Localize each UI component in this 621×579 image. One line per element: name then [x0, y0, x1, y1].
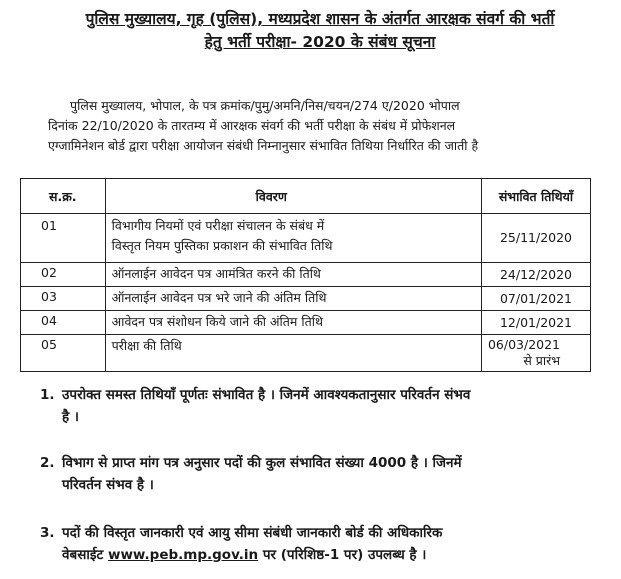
intro-line-1: पुलिस मुख्यालय, भोपाल, के पत्र क्रमांक/पुमु/अमनि/निस/चयन/274 ए/2020 भोपाल	[70, 98, 460, 113]
table-header-row	[21, 179, 591, 214]
table-row	[21, 335, 591, 372]
note-line-2-prefix: वेबसाईट	[62, 547, 108, 563]
row-description: आवेदन पत्र संशोधन किये जाने की अंतिम तिथि	[105, 311, 481, 335]
note-number: 1.	[40, 387, 55, 403]
title-line-2: हेतु भर्ती परीक्षा- 2020 के संबंध सूचना	[204, 33, 436, 51]
row-description: परीक्षा की तिथि	[105, 335, 481, 372]
website-link[interactable]: www.peb.mp.gov.in	[107, 547, 259, 563]
note-number: 2.	[40, 455, 55, 471]
note-item	[40, 384, 592, 428]
table-row	[21, 287, 591, 311]
row-date: 12/01/2021	[481, 311, 590, 335]
note-line-1: पदों की विस्तृत जानकारी एवं आयु सीमा संबंधी जानकारी बोर्ड की अधिकारिक	[62, 525, 443, 541]
schedule-table	[20, 178, 591, 372]
note-line-2	[62, 544, 592, 566]
note-line-2-suffix: पर (परिशिष्ठ-1 पर) उपलब्ध है ।	[258, 547, 427, 563]
note-line-2: है ।	[62, 409, 79, 425]
row-description: ऑनलाईन आवेदन पत्र भरे जाने की अंतिम तिथि	[105, 287, 481, 311]
notice-title	[60, 8, 580, 54]
note-item	[40, 522, 592, 566]
row-description: ऑनलाईन आवेदन पत्र आमंत्रित करने की तिथि	[105, 263, 481, 287]
note-item	[40, 452, 592, 496]
note-number: 3.	[40, 525, 55, 541]
intro-line-3: एग्जामिनेशन बोर्ड द्वारा परीक्षा आयोजन संबंधी निम्नानुसार संभावित तिथिया निर्धारित की जाती है	[48, 138, 479, 153]
row-description	[105, 214, 481, 263]
row-description-line-1: विभागीय नियमों एवं परीक्षा संचालन के संबंध में	[111, 218, 325, 233]
header-description: विवरण	[105, 179, 481, 214]
row-date: 06/03/2021 से प्रारंभ	[481, 335, 590, 372]
table-row	[21, 311, 591, 335]
note-text	[62, 384, 592, 428]
note-line-1: उपरोक्त समस्त तिथियाँ पूर्णतः संभावित है । जिनमें आवश्यकतानुसार परिवर्तन संभव	[62, 387, 471, 403]
row-serial: 01	[21, 214, 106, 263]
intro-paragraph	[48, 96, 596, 156]
row-date: 24/12/2020	[481, 263, 590, 287]
row-serial: 04	[21, 311, 106, 335]
note-text	[62, 522, 592, 566]
notes-list	[40, 384, 592, 566]
row-serial: 05	[21, 335, 106, 372]
note-line-2: परिवर्तन संभव है ।	[62, 477, 154, 493]
note-line-1: विभाग से प्राप्त मांग पत्र अनुसार पदों की कुल संभावित संख्या 4000 है । जिनमें	[62, 455, 462, 471]
row-date: 07/01/2021	[481, 287, 590, 311]
row-description-line-2: विस्तृत नियम पुस्तिका प्रकाशन की संभावित तिथि	[111, 238, 333, 253]
header-serial: स.क्र.	[21, 179, 106, 214]
row-serial: 02	[21, 263, 106, 287]
row-serial: 03	[21, 287, 106, 311]
table-row	[21, 263, 591, 287]
table-row	[21, 214, 591, 263]
intro-line-2: दिनांक 22/10/2020 के तारतम्य में आरक्षक संवर्ग की भर्ती परीक्षा के संबंध में प्रोफेशनल	[48, 118, 456, 133]
title-line-1: पुलिस मुख्यालय, गृह (पुलिस), मध्यप्रदेश शासन के अंतर्गत आरक्षक संवर्ग की भर्ती	[85, 10, 555, 28]
row-date: 25/11/2020	[481, 214, 590, 263]
note-text	[62, 452, 592, 496]
header-dates: संभावित तिथियाँ	[481, 179, 590, 214]
